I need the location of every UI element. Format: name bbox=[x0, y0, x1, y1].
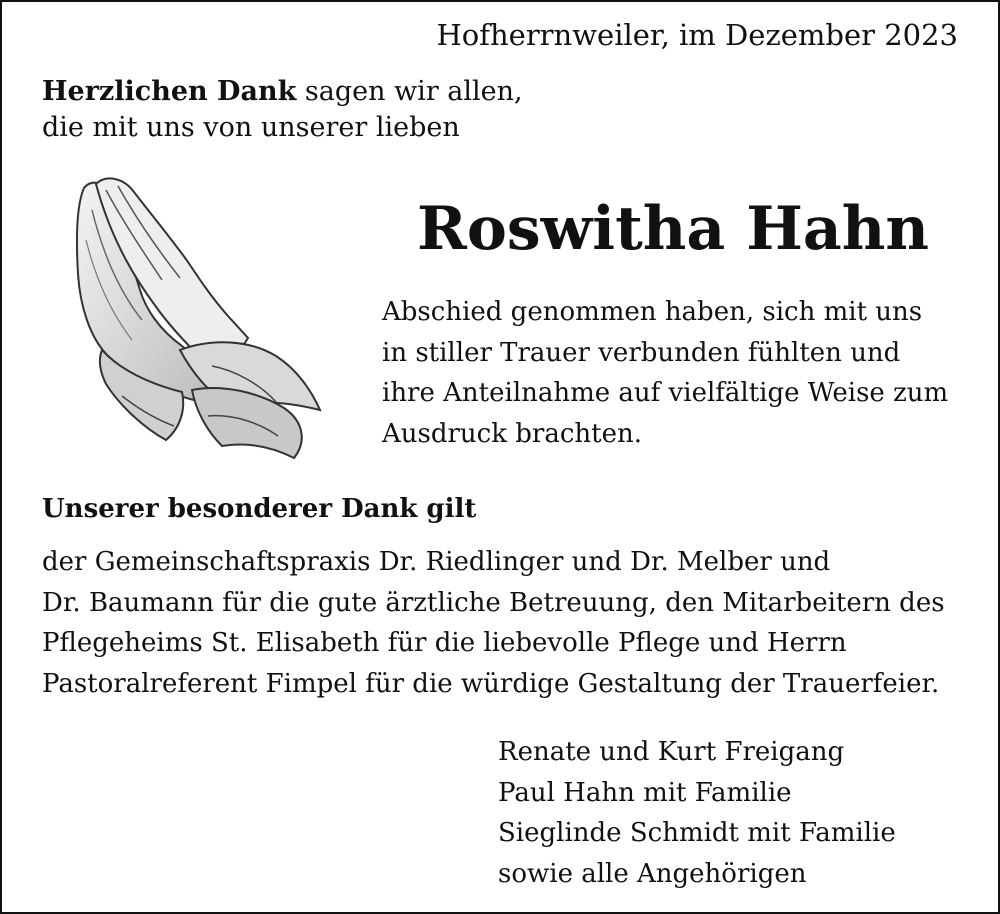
signature-line: Sieglinde Schmidt mit Familie bbox=[498, 818, 896, 848]
thanks-line: Pastoralreferent Fimpel für die würdige Gestaltung der Trauerfeier. bbox=[42, 668, 940, 699]
thanks-line: Dr. Baumann für die gute ärztliche Betreuung, den Mitarbeitern des bbox=[42, 587, 945, 618]
signature-line: Paul Hahn mit Familie bbox=[498, 777, 792, 808]
special-thanks-paragraph bbox=[42, 542, 982, 704]
intro-line-2: die mit uns von unserer lieben bbox=[42, 112, 460, 143]
deceased-name: Roswitha Hahn bbox=[416, 194, 930, 264]
farewell-line: ihre Anteilnahme auf vielfältige Weise zum bbox=[382, 378, 949, 408]
intro-line-1 bbox=[42, 74, 523, 110]
farewell-line: Ausdruck brachten. bbox=[382, 418, 642, 449]
intro-text bbox=[42, 74, 523, 146]
intro-rest: sagen wir allen, bbox=[296, 76, 523, 107]
intro-bold: Herzlichen Dank bbox=[42, 76, 297, 107]
special-thanks-heading: Unserer besonderer Dank gilt bbox=[42, 494, 477, 524]
thanks-line: der Gemeinschaftspraxis Dr. Riedlinger und Dr. Melber und bbox=[42, 547, 831, 577]
signatures-block bbox=[498, 732, 978, 894]
farewell-paragraph bbox=[382, 292, 982, 454]
place-date: Hofherrnweiler, im Dezember 2023 bbox=[436, 18, 958, 52]
signature-line: sowie alle Angehörigen bbox=[498, 858, 807, 889]
farewell-line: Abschied genommen haben, sich mit uns bbox=[382, 297, 923, 327]
farewell-line: in stiller Trauer verbunden fühlten und bbox=[382, 337, 901, 368]
thanks-line: Pflegeheims St. Elisabeth für die liebevolle Pflege und Herrn bbox=[42, 628, 847, 658]
signature-line: Renate und Kurt Freigang bbox=[498, 737, 845, 767]
praying-hands-icon bbox=[62, 170, 332, 470]
